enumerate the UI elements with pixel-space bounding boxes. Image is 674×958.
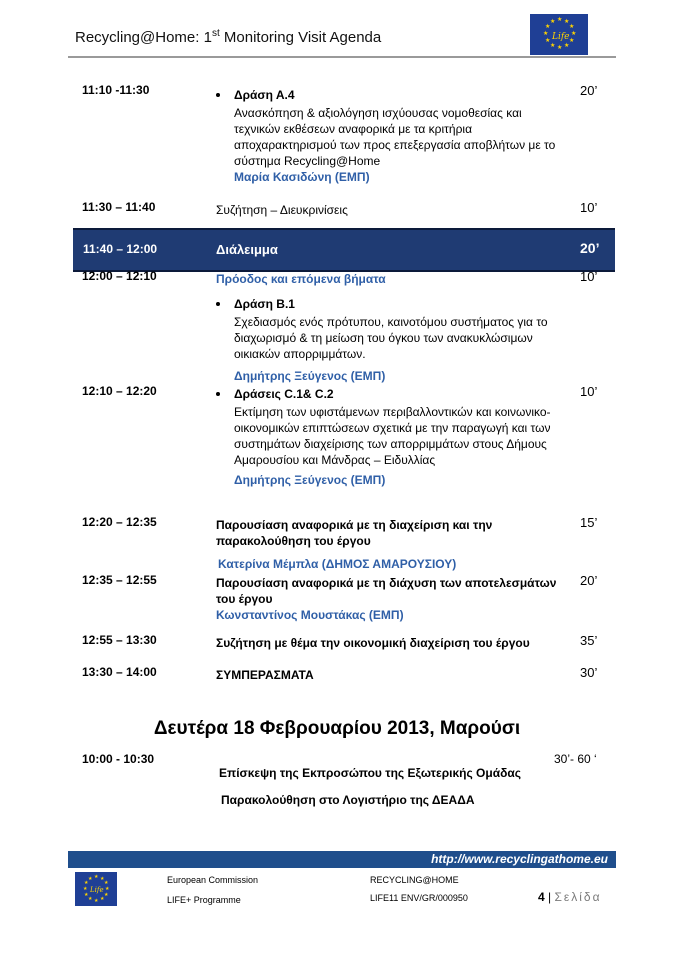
svg-text:★: ★: [569, 37, 575, 44]
svg-text:★: ★: [569, 23, 575, 30]
action-title: Δράση Β.1: [234, 297, 295, 311]
document-header-title: [75, 28, 381, 46]
page-separator: |: [548, 890, 552, 904]
page-word: Σελίδα: [554, 890, 602, 904]
list-item: [216, 296, 564, 384]
header-title-suffix: Monitoring Visit Agenda: [219, 29, 382, 46]
break-duration: 20’: [580, 240, 600, 256]
row-body: [216, 575, 576, 623]
footer-org-2: LIFE+ Programme: [167, 895, 241, 905]
day-heading: Δευτέρα 18 Φεβρουαρίου 2013, Μαρούσι: [153, 718, 521, 739]
svg-text:★: ★: [550, 18, 556, 25]
row-body: [216, 667, 564, 683]
row-duration: 10’: [580, 200, 598, 215]
row-duration: 15’: [580, 515, 598, 530]
action-title: Δράσεις C.1& C.2: [234, 387, 334, 401]
svg-text:Life: Life: [552, 32, 570, 42]
break-time: 11:40 – 12:00: [83, 242, 158, 256]
row-time: 12:00 – 12:10: [82, 269, 157, 283]
svg-text:★: ★: [543, 30, 549, 37]
header-title-sup: st: [211, 28, 220, 39]
row-time: 10:00 - 10:30: [82, 752, 155, 766]
row-time: 13:30 – 14:00: [82, 665, 157, 679]
row-body: [216, 202, 564, 218]
header-title-prefix: Recycling@Home: 1: [75, 29, 212, 46]
svg-text:★: ★: [100, 876, 105, 882]
page-number: [538, 890, 602, 904]
svg-text:★: ★: [564, 18, 570, 25]
action-title: Δράση Α.4: [234, 88, 295, 102]
page-number-value: 4: [538, 890, 545, 904]
svg-text:★: ★: [88, 896, 93, 902]
row-text: Πρόοδος και επόμενα βήματα: [216, 272, 386, 286]
svg-text:★: ★: [545, 37, 551, 44]
row-duration: 10’: [580, 269, 598, 284]
eu-life-logo-bottom: [75, 872, 117, 906]
svg-text:★: ★: [100, 896, 105, 902]
row-duration: 35’: [580, 633, 598, 648]
svg-text:★: ★: [94, 898, 99, 904]
footer-band: [68, 851, 616, 868]
bullet-icon: [216, 302, 220, 306]
row-text: Συζήτηση με θέμα την οικονομική διαχείριση του έργου: [216, 636, 530, 650]
row-time: 12:20 – 12:35: [82, 515, 157, 529]
row-text: ΣΥΜΠΕΡΑΣΜΑΤΑ: [216, 668, 314, 682]
footer-project-2: LIFE11 ENV/GR/000950: [370, 893, 468, 903]
svg-text:★: ★: [105, 886, 110, 892]
svg-text:★: ★: [545, 23, 551, 30]
row-time: 12:10 – 12:20: [82, 384, 157, 398]
row-body: [216, 271, 564, 287]
row-text: Συζήτηση – Διευκρινίσεις: [216, 203, 348, 217]
bullet-icon: [216, 93, 220, 97]
row-text: Παρουσίαση αναφορικά με τη διάχυση των αποτελεσμάτων του έργου: [216, 576, 557, 606]
eu-life-logo-top: [530, 14, 588, 55]
day2-line-2: Παρακολούθηση στο Λογιστήριο της ΔΕΑΔΑ: [221, 793, 475, 807]
row-duration: 30’- 60 ‘: [554, 752, 597, 766]
row-body: [216, 87, 564, 185]
action-description: Σχεδιασμός ενός πρότυπου, καινοτόμου συστήματος για το διαχωρισμό & τη μείωση του όγκου των ανακυκλώσιμων οικιακών απορριμμάτων.: [234, 315, 548, 361]
row-duration: 20’: [580, 83, 598, 98]
action-description: Ανασκόπηση & αξιολόγηση ισχύουσας νομοθεσίας και τεχνικών εκθέσεων αναφορικά με τα κριτήρια αποχαρακτηρισμού των προς επεξεργασία αποβλήτων με το σύστημα Recycling@Home: [234, 106, 556, 168]
day2-line-1: Επίσκεψη της Εκπροσώπου της Εξωτερικής Ομάδας: [219, 766, 521, 780]
presenter: Δημήτρης Ξεύγενος (ΕΜΠ): [234, 369, 386, 383]
svg-text:★: ★: [94, 874, 99, 880]
footer-org-1: European Commission: [167, 875, 259, 885]
presenter: Κατερίνα Μέμπλα (ΔΗΜΟΣ ΑΜΑΡΟΥΣΙΟΥ): [218, 557, 457, 571]
presenter: Κωνσταντίνος Μουστάκας (ΕΜΠ): [216, 608, 404, 622]
website-link[interactable]: http://www.recyclingathome.eu: [431, 852, 608, 866]
svg-text:★: ★: [84, 892, 89, 898]
svg-text:★: ★: [557, 44, 563, 51]
list-item: [216, 386, 564, 488]
svg-text:★: ★: [104, 892, 109, 898]
row-duration: 20’: [580, 573, 598, 588]
row-time: 12:55 – 13:30: [82, 633, 157, 647]
action-description: Εκτίμηση των υφιστάμενων περιβαλλοντικών και κοινωνικο-οικονομικών επιπτώσεων σχετικά με την παραγωγή και των συστημάτων διαχείρισης των απορριμμάτων στους Δήμους Αμαρουσίου και Μάνδρας – Ειδυλλίας: [234, 405, 551, 467]
svg-text:★: ★: [557, 16, 563, 23]
svg-text:★: ★: [564, 42, 570, 49]
presenter: Δημήτρης Ξεύγενος (ΕΜΠ): [234, 473, 386, 487]
row-text: Παρουσίαση αναφορικά με τη διαχείριση και την παρακολούθηση του έργου: [216, 518, 493, 548]
presenter: Μαρία Κασιδώνη (ΕΜΠ): [234, 170, 370, 184]
footer-project-1: RECYCLING@HOME: [370, 875, 459, 885]
svg-text:★: ★: [550, 42, 556, 49]
row-duration: 30’: [580, 665, 598, 680]
break-row: [73, 228, 615, 272]
row-body: [216, 635, 564, 651]
list-item: [216, 87, 564, 185]
break-label: Διάλειμμα: [216, 242, 278, 257]
header-divider: [68, 56, 616, 58]
svg-text:★: ★: [84, 880, 89, 886]
row-body: [216, 517, 516, 572]
svg-text:★: ★: [83, 886, 88, 892]
svg-text:★: ★: [104, 880, 109, 886]
svg-text:★: ★: [88, 876, 93, 882]
svg-text:Life: Life: [90, 886, 104, 894]
row-time: 11:10 -11:30: [82, 83, 150, 97]
row-body: [216, 296, 564, 488]
row-time: 11:30 – 11:40: [82, 200, 156, 214]
row-duration: 10’: [580, 384, 598, 399]
svg-text:★: ★: [571, 30, 577, 37]
bullet-icon: [216, 392, 220, 396]
row-time: 12:35 – 12:55: [82, 573, 157, 587]
